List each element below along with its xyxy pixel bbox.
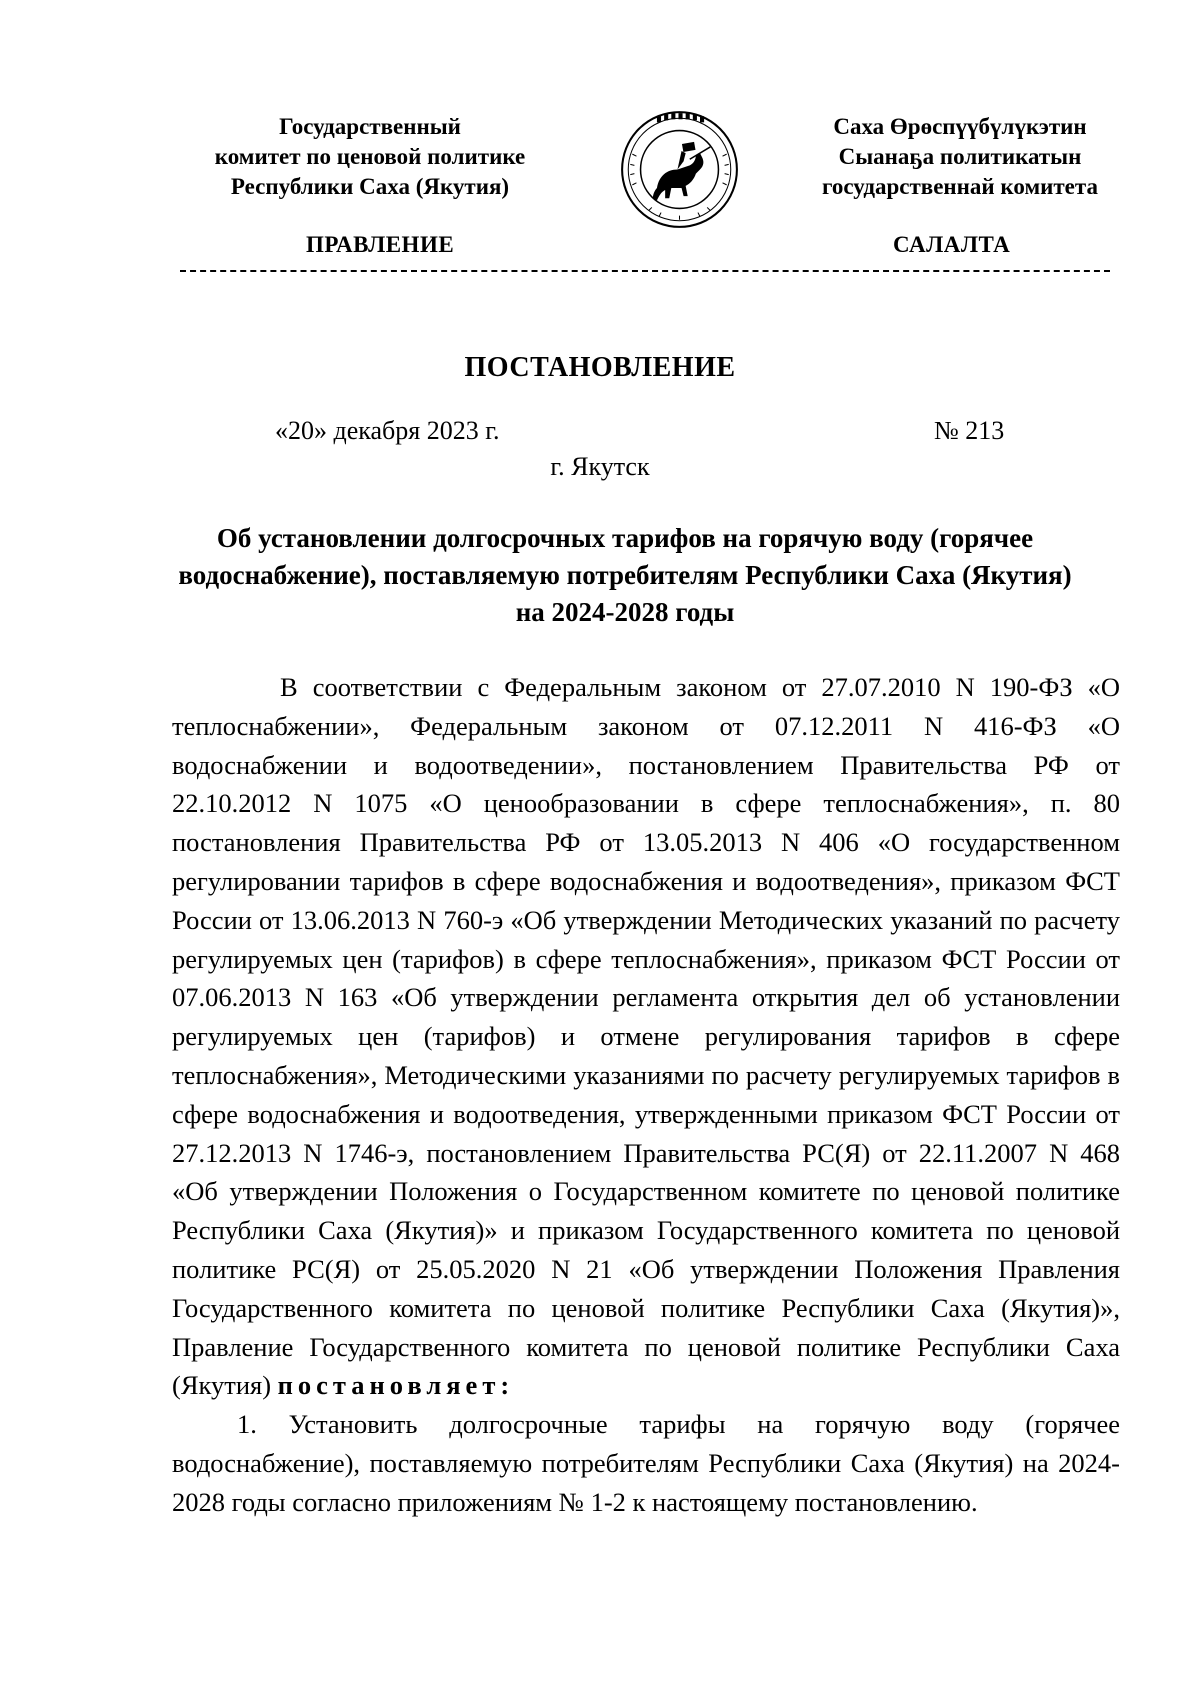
header-left-line: Государственный: [279, 114, 461, 139]
header-right-line: Сыанаҕа политикатын: [838, 144, 1082, 169]
preamble-text: В соответствии с Федеральным законом от 27.07.2010 N 190-ФЗ «О теплоснабжении», Федеральным законом от 07.12.2011 N 416-ФЗ «О водоснабжении и водоотведении», постановлением Правительства РФ от 22.10.2012 N 1075 «О ценообразовании в сфере теплоснабжения», п. 80 постановления Правительства РФ от 13.05.2013 N 406 «О государственном регулировании тарифов в сфере водоснабжения и водоотведения», приказом ФСТ России от 13.06.2013 N 760-э «Об утверждении Методических указаний по расчету регулируемых цен (тарифов) в сфере теплоснабжения», приказом ФСТ России от 07.06.2013 N 163 «Об утверждении регламента открытия дел об установлении регулируемых цен (тарифов) и отмене регулирования тарифов в сфере теплоснабжения», Методическими указаниями по расчету регулируемых тарифов в сфере водоснабжения и водоотведения, утвержденными приказом ФСТ России от 27.12.2013 N 1746-э, постановлением Правительства РС(Я) от 22.11.2007 N 468 «Об утверждении Положения о Государственном комитете по ценовой политике Республики Саха (Якутия)» и приказом Государственного комитета по ценовой политике РС(Я) от 25.05.2020 N 21 «Об утверждении Положения Правления Государственного комитета по ценовой политике Республики Саха (Якутия)», Правление Государственного комитета по ценовой политике Республики Саха (Якутия): [172, 672, 1120, 1401]
header-left-line: комитет по ценовой политике: [214, 144, 526, 169]
preamble-paragraph: [172, 668, 1120, 1405]
resolves-word: постановляет:: [277, 1370, 515, 1401]
department-right: САЛАЛТА: [893, 232, 1011, 257]
document-city: г. Якутск: [550, 452, 650, 481]
republic-emblem-icon: [618, 108, 741, 231]
title-line: на 2024-2028 годы: [515, 597, 735, 627]
header-right-line: Саха Өрөспүүбүлүкэтин: [833, 114, 1087, 139]
document-date: «20» декабря 2023 г.: [275, 416, 500, 445]
document-type: ПОСТАНОВЛЕНИЕ: [464, 352, 736, 383]
header-right-line: государственнай комитета: [822, 174, 1098, 199]
header-right-org: [800, 112, 1120, 202]
header-left-line: Республики Саха (Якутия): [230, 174, 510, 199]
document-number: № 213: [934, 416, 1005, 445]
item-1-paragraph: 1. Установить долгосрочные тарифы на горячую воду (горячее водоснабжение), поставляемую потребителям Республики Саха (Якутия) на 2024-2028 годы согласно приложениям № 1-2 к настоящему постановлению.: [172, 1409, 1120, 1517]
header-left-org: [195, 112, 545, 202]
department-left: ПРАВЛЕНИЕ: [306, 232, 455, 257]
header-divider: [180, 270, 1110, 272]
title-line: Об установлении долгосрочных тарифов на горячую воду (горячее: [216, 523, 1034, 553]
document-body: [172, 668, 1120, 1522]
title-line: водоснабжение), поставляемую потребителям Республики Саха (Якутия): [178, 560, 1072, 590]
document-title: [150, 520, 1100, 631]
